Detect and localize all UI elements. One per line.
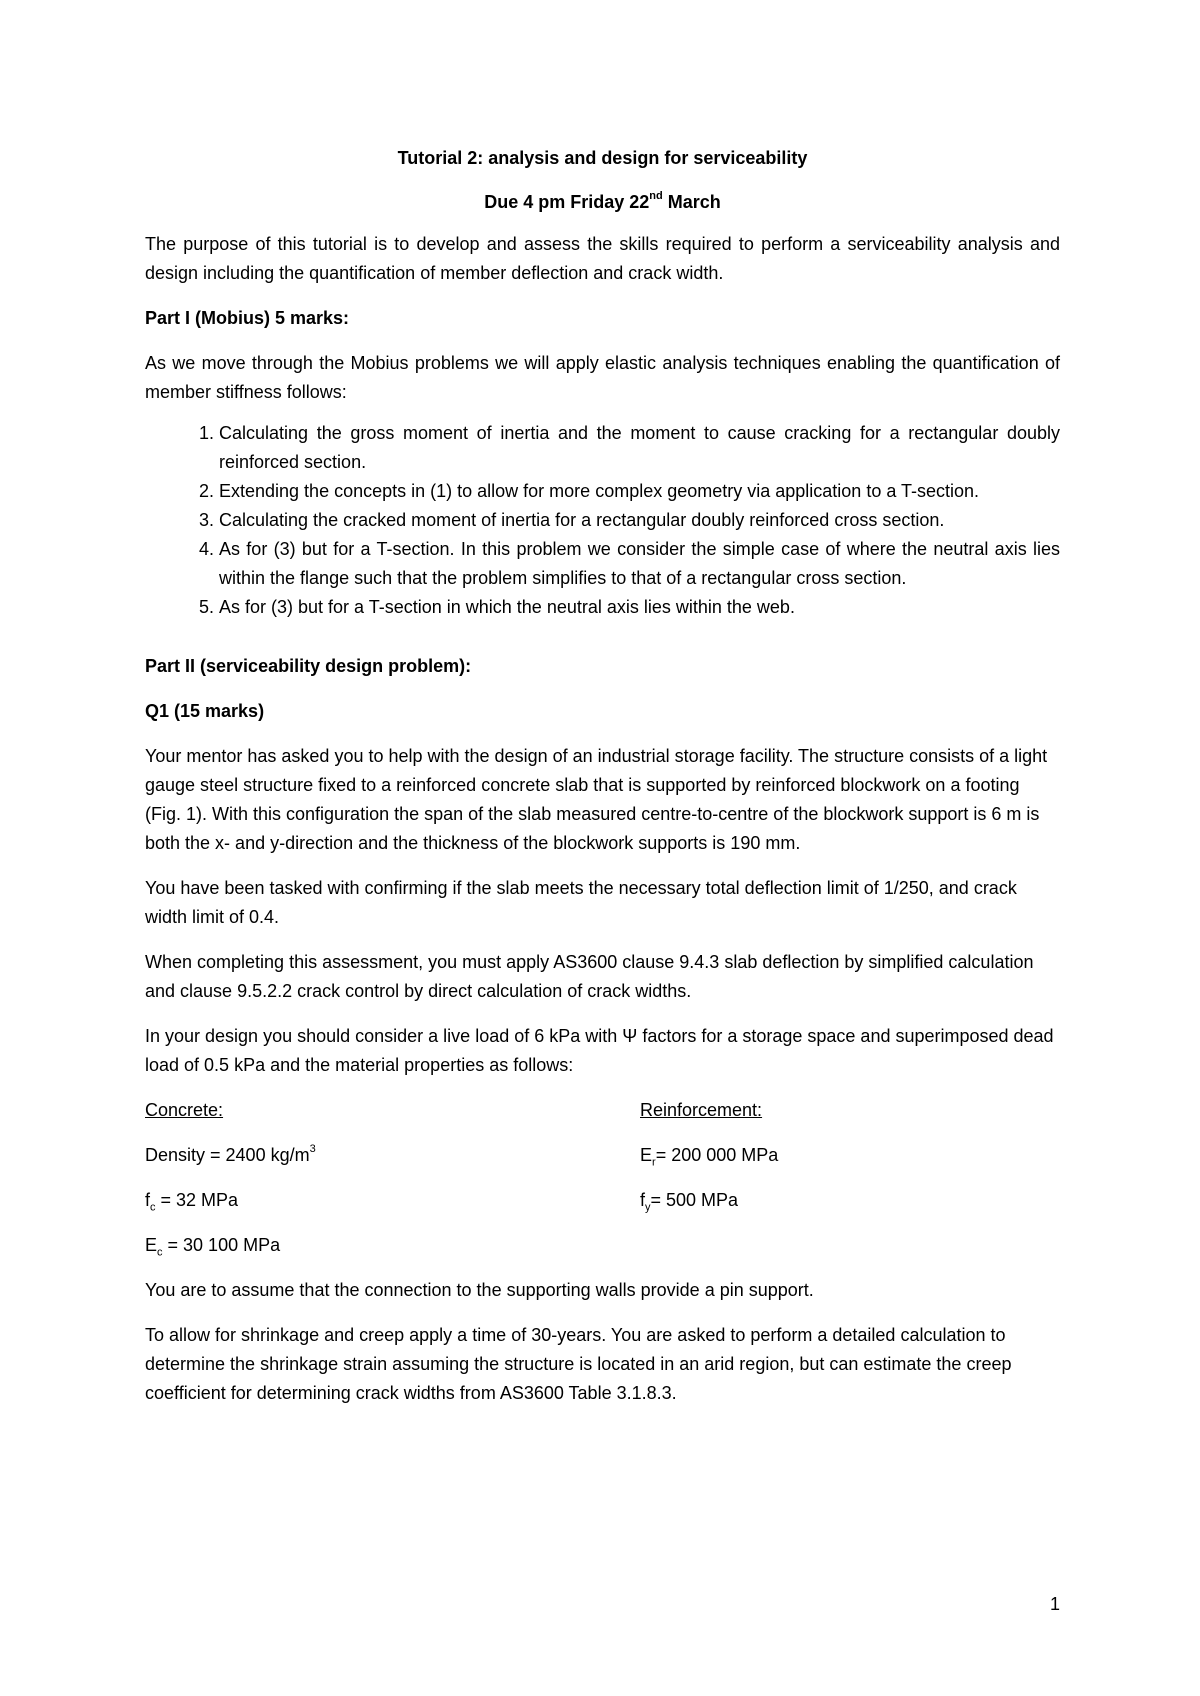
fy-value bbox=[640, 1186, 1060, 1215]
due-date bbox=[145, 190, 1060, 214]
fy-symbol: f bbox=[640, 1190, 646, 1210]
page-number: 1 bbox=[1049, 1594, 1060, 1614]
list-item bbox=[219, 535, 1060, 593]
part1-list bbox=[145, 419, 1060, 622]
list-item-text: 3. Calculating the cracked moment of inertia for a rectangular doubly reinforced cross section. bbox=[219, 510, 945, 530]
due-date-prefix: Due 4 pm Friday 22 bbox=[484, 192, 650, 212]
q1-paragraph-2: You have been tasked with confirming if the slab meets the necessary total deflection limit of 1/250, and crack width limit of 0.4. bbox=[145, 878, 1017, 927]
q1-paragraph-4: In your design you should consider a live load of 6 kPa with Ψ factors for a storage space and superimposed dead load of 0.5 kPa and the material properties as follows: bbox=[145, 1026, 1054, 1075]
list-item bbox=[219, 506, 1060, 535]
q1-paragraph-3: When completing this assessment, you must apply AS3600 clause 9.4.3 slab deflection by simplified calculation and clause 9.5.2.2 crack control by direct calculation of crack widths. bbox=[145, 952, 1034, 1001]
document-title: Tutorial 2: analysis and design for serviceability bbox=[397, 148, 808, 168]
list-item-text: 4. As for (3) but for a T-section. In this problem we consider the simple case of where the neutral axis lies within the flange such that the problem simplifies to that of a rectangular cross section. bbox=[219, 539, 1060, 588]
q1-paragraph-1: Your mentor has asked you to help with the design of an industrial storage facility. The structure consists of a light gauge steel structure fixed to a reinforced concrete slab that is supported by reinforced blockwork on a footing (Fig. 1). With this configuration the span of the slab measured centre-to-centre of the blockwork support is 6 m is both the x- and y-direction and the thickness of the blockwork supports is 190 mm. bbox=[145, 746, 1048, 853]
list-item bbox=[219, 419, 1060, 477]
er-text: = 200 000 MPa bbox=[655, 1145, 779, 1165]
er-symbol: E bbox=[640, 1145, 653, 1165]
list-item-text: 2. Extending the concepts in (1) to allow for more complex geometry via application to a T-section. bbox=[219, 481, 980, 501]
fy-text: = 500 MPa bbox=[650, 1190, 739, 1210]
due-date-suffix: March bbox=[662, 192, 721, 212]
part1-lead: As we move through the Mobius problems we will apply elastic analysis techniques enabling the quantification of member stiffness follows: bbox=[145, 353, 1060, 402]
ec-sub: c bbox=[157, 1246, 163, 1259]
list-item bbox=[219, 593, 1060, 622]
fc-symbol: f bbox=[145, 1190, 151, 1210]
density-value bbox=[145, 1141, 640, 1170]
fc-sub: c bbox=[150, 1201, 156, 1214]
due-date-sup: nd bbox=[649, 190, 663, 202]
list-item-text: 5. As for (3) but for a T-section in which the neutral axis lies within the web. bbox=[219, 597, 795, 617]
q1-heading: Q1 (15 marks) bbox=[145, 701, 265, 721]
density-sup: 3 bbox=[309, 1143, 316, 1155]
fc-text: = 32 MPa bbox=[155, 1190, 239, 1210]
page-content bbox=[145, 146, 1060, 1408]
q1-paragraph-5: You are to assume that the connection to the supporting walls provide a pin support. bbox=[145, 1280, 814, 1300]
fy-sub: y bbox=[645, 1201, 651, 1214]
part2-heading: Part II (serviceability design problem): bbox=[145, 656, 472, 676]
material-properties bbox=[145, 1096, 1060, 1260]
list-item bbox=[219, 477, 1060, 506]
q1-paragraph-6: To allow for shrinkage and creep apply a time of 30-years. You are asked to perform a detailed calculation to determine the shrinkage strain assuming the structure is located in an arid region, but can estimate the creep coefficient for determining crack widths from AS3600 Table 3.1.8.3. bbox=[145, 1325, 1012, 1403]
ec-text: = 30 100 MPa bbox=[162, 1235, 281, 1255]
ec-value bbox=[145, 1231, 640, 1260]
intro-paragraph: The purpose of this tutorial is to develop and assess the skills required to perform a serviceability analysis and design including the quantification of member deflection and crack width. bbox=[145, 234, 1060, 283]
fc-value bbox=[145, 1186, 640, 1215]
concrete-heading: Concrete: bbox=[145, 1100, 224, 1120]
density-text: Density = 2400 kg/m bbox=[145, 1145, 310, 1165]
part1-heading: Part I (Mobius) 5 marks: bbox=[145, 308, 350, 328]
list-item-text: 1. Calculating the gross moment of inertia and the moment to cause cracking for a rectangular doubly reinforced section. bbox=[219, 423, 1060, 472]
er-sub: r bbox=[652, 1156, 656, 1169]
ec-symbol: E bbox=[145, 1235, 158, 1255]
reinforcement-heading: Reinforcement: bbox=[640, 1100, 763, 1120]
er-value bbox=[640, 1141, 1060, 1170]
